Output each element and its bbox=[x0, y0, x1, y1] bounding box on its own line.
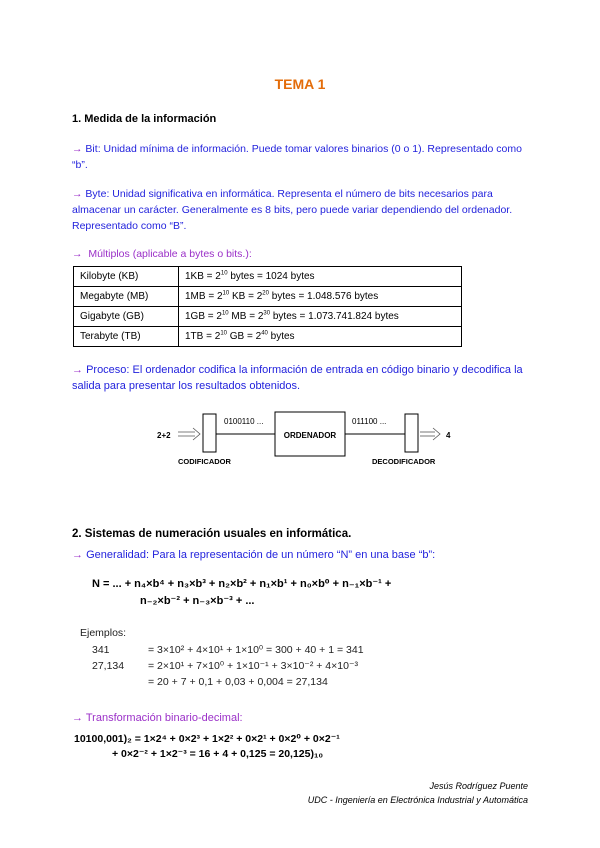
example-expression: = 2×10¹ + 7×10⁰ + 1×10⁻¹ + 3×10⁻² + 4×10⁻³ bbox=[148, 660, 358, 672]
generalidad-label: Generalidad bbox=[86, 549, 146, 561]
transform-label: Transformación binario-decimal: bbox=[85, 712, 243, 724]
unit-name: Megabyte (MB) bbox=[74, 287, 179, 307]
arrow-icon: → bbox=[72, 143, 83, 155]
table-row bbox=[74, 307, 462, 327]
proceso-definition bbox=[72, 362, 532, 394]
formula-line-1: N = ... + n₄×b⁴ + n₃×b³ + n₂×b² + n₁×b¹ + n₀×b⁰ + n₋₁×b⁻¹ + bbox=[92, 578, 392, 590]
multiples-table bbox=[73, 266, 462, 347]
bit-text: : Unidad mínima de información. Puede tomar valores binarios (0 o 1). Representado como “b”. bbox=[72, 143, 522, 171]
bit-definition bbox=[72, 141, 532, 173]
exponent: 10 bbox=[222, 290, 230, 297]
equiv-part: bytes = 1024 bytes bbox=[227, 271, 315, 282]
unit-equivalence bbox=[179, 287, 462, 307]
equiv-part: MB = 2 bbox=[228, 311, 264, 322]
footer-institution: UDC - Ingeniería en Electrónica Industrial y Automática bbox=[307, 795, 528, 805]
proceso-label: Proceso bbox=[86, 364, 127, 376]
section2-heading: 2. Sistemas de numeración usuales en informática. bbox=[72, 528, 352, 540]
page-title: TEMA 1 bbox=[274, 76, 326, 92]
code-in: 0100110 ... bbox=[224, 417, 264, 426]
arrow-icon: → bbox=[72, 712, 83, 724]
footer-author: Jesús Rodríguez Puente bbox=[429, 781, 528, 791]
equiv-part: bytes = 1.048.576 bytes bbox=[268, 291, 379, 302]
example-expression: = 3×10² + 4×10¹ + 1×10⁰ = 300 + 40 + 1 = 341 bbox=[148, 644, 364, 656]
equiv-part: 1MB = 2 bbox=[185, 291, 223, 302]
diagram-output: 4 bbox=[446, 431, 451, 440]
byte-definition bbox=[72, 186, 532, 234]
unit-equivalence bbox=[179, 267, 462, 287]
process-diagram bbox=[150, 405, 460, 470]
bit-label: Bit bbox=[85, 143, 98, 155]
equiv-part: 1GB = 2 bbox=[185, 311, 222, 322]
equiv-part: bytes = 1.073.741.824 bytes bbox=[270, 311, 399, 322]
multiples-heading bbox=[72, 246, 532, 262]
arrow-icon: → bbox=[72, 188, 83, 200]
transform-heading bbox=[72, 710, 532, 726]
arrow-icon: → bbox=[72, 549, 83, 561]
coder-label: CODIFICADOR bbox=[178, 457, 231, 466]
generalidad-definition bbox=[72, 547, 532, 563]
diagram-input: 2+2 bbox=[157, 431, 171, 440]
example-number: 27,134 bbox=[92, 660, 125, 672]
section1-heading: 1. Medida de la información bbox=[72, 113, 217, 125]
exponent: 10 bbox=[220, 330, 227, 337]
formula-line-2: n₋₂×b⁻² + n₋₃×b⁻³ + ... bbox=[140, 595, 255, 607]
decoder-label: DECODIFICADOR bbox=[372, 457, 436, 466]
table-row bbox=[74, 287, 462, 307]
byte-label: Byte bbox=[85, 188, 107, 200]
coder-box bbox=[203, 414, 216, 452]
computer-label: ORDENADOR bbox=[283, 431, 337, 440]
examples-label: Ejemplos: bbox=[80, 627, 127, 639]
byte-text: : Unidad significativa en informática. Representa el número de bits necesarios para almacenar un carácter. Generalmente es 8 bits, pero puede variar dependiendo del ordenador. Representado como “B”. bbox=[72, 188, 513, 232]
output-arrow bbox=[420, 428, 440, 440]
unit-name: Terabyte (TB) bbox=[74, 327, 179, 347]
table-row bbox=[74, 327, 462, 347]
arrow-icon: → bbox=[72, 364, 83, 376]
decoder-box bbox=[405, 414, 418, 452]
equiv-part: KB = 2 bbox=[229, 291, 263, 302]
exponent: 20 bbox=[262, 290, 269, 297]
equiv-part: GB = 2 bbox=[227, 331, 262, 342]
arrow-icon: → bbox=[72, 248, 83, 260]
unit-equivalence bbox=[179, 307, 462, 327]
exponent: 40 bbox=[261, 330, 268, 337]
unit-name: Gigabyte (GB) bbox=[74, 307, 179, 327]
example-expression: = 20 + 7 + 0,1 + 0,03 + 0,004 = 27,134 bbox=[148, 676, 328, 688]
binary-line-2: + 0×2⁻² + 1×2⁻³ = 16 + 4 + 0,125 = 20,125)₁₀ bbox=[112, 748, 324, 760]
equiv-part: 1TB = 2 bbox=[185, 331, 221, 342]
equiv-part: 1KB = 2 bbox=[185, 271, 221, 282]
code-out: 011100 ... bbox=[352, 417, 387, 426]
example-number: 341 bbox=[92, 644, 110, 656]
exponent: 10 bbox=[221, 310, 229, 317]
input-arrow bbox=[178, 428, 200, 440]
unit-name: Kilobyte (KB) bbox=[74, 267, 179, 287]
generalidad-text: : Para la representación de un número “N” en una base “b”: bbox=[146, 549, 436, 561]
exponent: 30 bbox=[263, 310, 271, 317]
multiples-label: Múltiplos (aplicable a bytes o bits.): bbox=[88, 248, 252, 260]
exponent: 10 bbox=[220, 270, 228, 277]
proceso-text: : El ordenador codifica la información de entrada en código binario y decodifica la salida para presentar los resultados obtenidos. bbox=[72, 364, 523, 392]
equiv-part: bytes bbox=[267, 331, 295, 342]
table-row bbox=[74, 267, 462, 287]
binary-line-1: 10100,001)₂ = 1×2⁴ + 0×2³ + 1×2² + 0×2¹ + 0×2⁰ + 0×2⁻¹ bbox=[74, 733, 340, 745]
unit-equivalence bbox=[179, 327, 462, 347]
